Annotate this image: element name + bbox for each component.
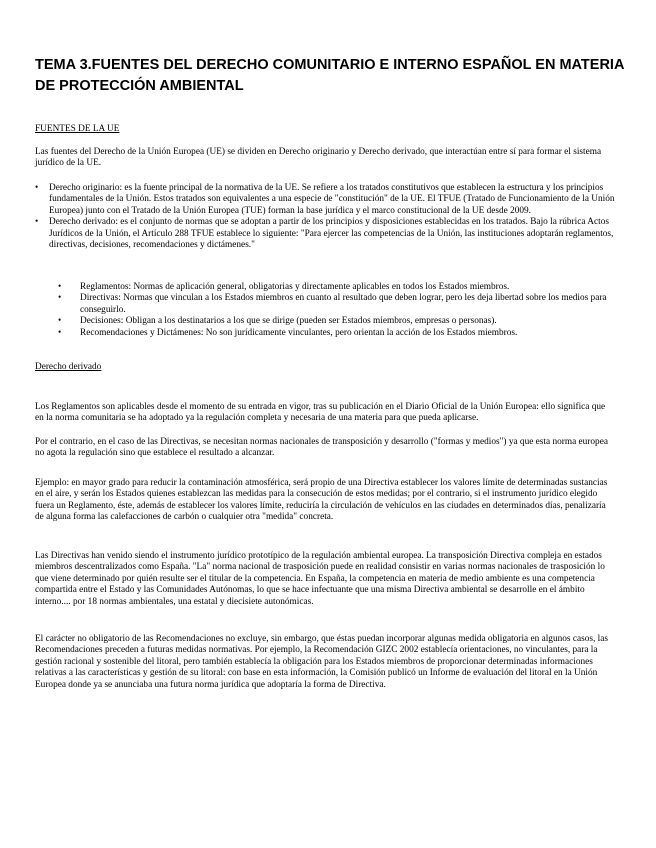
sub-bullet-recomendaciones: • Recomendaciones y Dictámenes: No son jurídicamente vinculantes, pero orientan la acción de los Estados miembros. — [58, 328, 618, 339]
sub-bullet-directivas: • Directivas: Normas que vinculan a los Estados miembros en cuanto al resultado que deben lograr, pero les deja libertad sobre los medios para conseguirlo. — [58, 293, 618, 316]
main-bullet-list — [35, 183, 615, 251]
sub-bullet-list — [58, 282, 618, 339]
paragraph-recomendaciones: El carácter no obligatorio de las Recomendaciones no excluye, sin embargo, que éstas puedan incorporar algunas medida obligatoria en algunos casos, las Recomendaciones preceden a futuras medidas normativas. Por ejemplo, la Recomendación GIZC 2002 establecía orientaciones, no vinculantes, para la gestión racional y sostenible del litoral, pero también establecía la obligación para los Estados miembros de proporcionar determinadas informaciones relativas a las características y gestión de su litoral: con base en esta información, la Comisión publicó un Informe de evaluación del litoral en la Unión Europea donde ya se anunciaba una futura norma jurídica que adoptaría la forma de Directiva. — [35, 634, 608, 690]
intro-paragraph: Las fuentes del Derecho de la Unión Europea (UE) se dividen en Derecho originario y Derecho derivado, que interactúan entre sí para formar el sistema jurídico de la UE. — [35, 147, 602, 169]
paragraph-directivas: Por el contrario, en el caso de las Directivas, se necesitan normas nacionales de transposición y desarrollo ("formas y medios") ya que esta norma europea no agota la regulación sino que establece el resultado a alcanzar. — [35, 437, 608, 459]
sub-bullet-decisiones: • Decisiones: Obligan a los destinatarios a los que se dirige (pueden ser Estados miembros, empresas o personas). — [58, 316, 618, 327]
paragraph-reglamentos: Los Reglamentos son aplicables desde el momento de su entrada en vigor, tras su publicación en el Diario Oficial de la Unión Europea: ello significa que en la norma comunitaria se ha adoptado ya la regulación completa y necesaria de una materia para que pueda aplicarse. — [35, 402, 606, 424]
bullet-derecho-originario: • Derecho originario: es la fuente principal de la normativa de la UE. Se refiere a los tratados constitutivos que establecen la estructura y los principios fundamentales de la Unión. Estos tratados son equivalentes a una especie de "constitución" de la UE. El TFUE (Tratado de Funcionamiento de la Unión Europea) junto con el Tratado de la Unión Europea (TUE) forman la base jurídica y el marco constitucional de la UE desde 2009. — [35, 183, 615, 217]
section-heading-fuentes-ue: FUENTES DE LA UE — [35, 124, 120, 134]
paragraph-directivas-espana: Las Directivas han venido siendo el instrumento jurídico prototípico de la regulación ambiental europea. La transposición Directiva compleja en estados miembros descentralizados como España. "La" norma nacional de trasposición puede en realidad consistir en varias normas nacionales de trasposición lo que viene determinado por quién resulte ser el titular de la competencia. En España, la competencia en materia de medio ambiente es una competencia compartida entre el Estado y las Comunidades Autónomas, lo que se hace infectuante que una misma Directiva ambiental se desarrolle en el ámbito interno.... por 18 normas ambientales, una estatal y diecisiete autonómicas. — [35, 551, 605, 607]
document-title: TEMA 3.FUENTES DEL DERECHO COMUNITARIO E INTERNO ESPAÑOL EN MATERIA DE PROTECCIÓN AMBIENTAL — [35, 57, 624, 94]
sub-bullet-reglamentos: • Reglamentos: Normas de aplicación general, obligatorias y directamente aplicables en todos los Estados miembros. — [58, 282, 618, 293]
bullet-derecho-derivado: • Derecho derivado: es el conjunto de normas que se adoptan a partir de los principios y disposiciones establecidas en los tratados. Bajo la rúbrica Actos Jurídicos de la Unión, el Artículo 288 TFUE establece lo siguiente: "Para ejercer las competencias de la Unión, las instituciones adoptarán reglamentos, directivas, decisiones, recomendaciones y dictámenes." — [35, 217, 615, 251]
section-heading-derecho-derivado: Derecho derivado — [35, 362, 102, 372]
paragraph-ejemplo: Ejemplo: en mayor grado para reducir la contaminación atmosférica, será propio de una Directiva establecer los valores límite de determinadas sustancias en el aire, y serán los Estados quienes establezcan las medidas para la consecución de estos medidas; por el contrario, si el instrumento jurídico elegido fuera un Reglamento, éste, además de establecer los valores límite, reduciría la circulación de vehículos en las ciudades en determinados días, penalizaría de alguna forma las calefacciones de carbón o cualquier otra "medida" concreta. — [35, 478, 608, 523]
